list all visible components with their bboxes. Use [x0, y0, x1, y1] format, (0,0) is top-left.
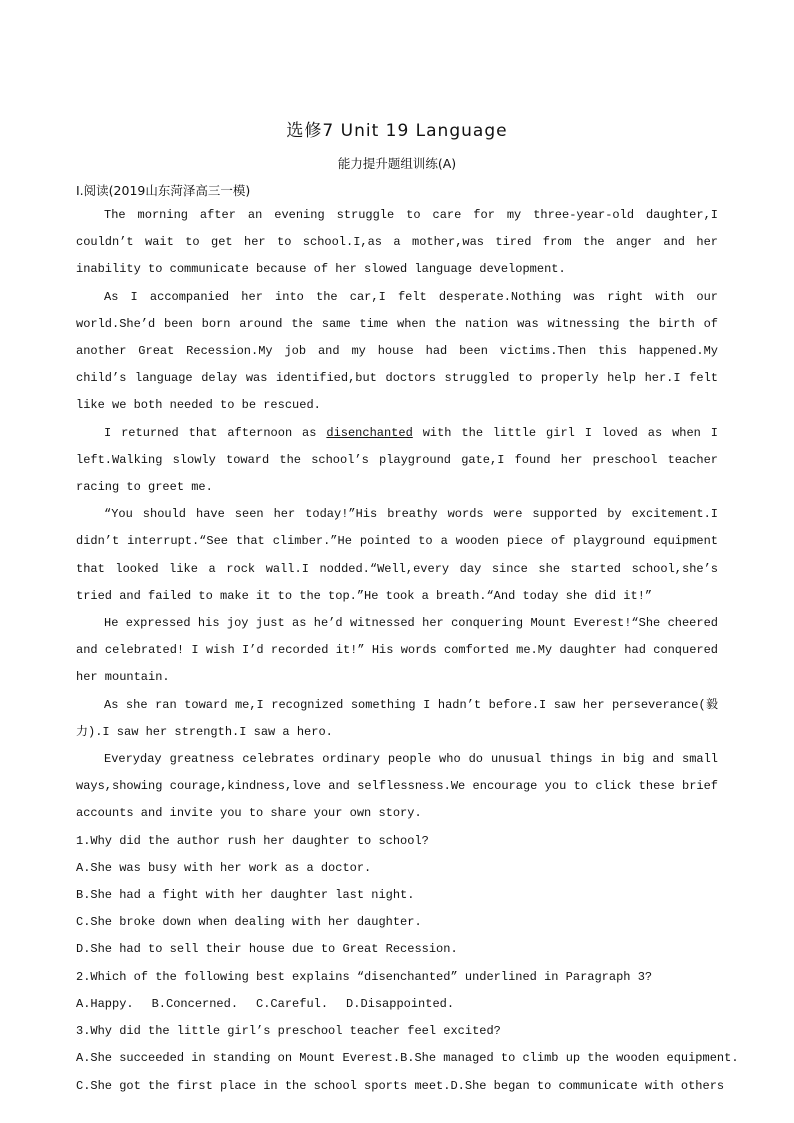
question-3-option-d: D.She began to communicate with others — [450, 1078, 725, 1093]
section-heading: Ⅰ.阅读(2019山东菏泽高三一模) — [76, 183, 251, 198]
question-2-stem: 2.Which of the following best explains “disenchanted” underlined in Paragraph 3? — [76, 969, 653, 984]
question-2-option-c: C.Careful. — [256, 996, 329, 1011]
question-1-option-d: D.She had to sell their house due to Great Recession. — [76, 942, 458, 957]
question-2-option-a: A.Happy. — [76, 996, 134, 1011]
question-3-stem: 3.Why did the little girl’s preschool teacher feel excited? — [76, 1024, 501, 1039]
page-title: 选修7 Unit 19 Language — [286, 121, 508, 141]
question-1-option-c: C.She broke down when dealing with her daughter. — [76, 915, 422, 930]
question-3-options-row-1 — [76, 1045, 739, 1072]
reading-body — [76, 202, 739, 1100]
passage-paragraph-2: As I accompanied her into the car,I felt desperate.Nothing was right with our world.She’d been born around the same time when the nation was witnessing the birth of another Great Recession.My job and my house had been victims.Then this happened.My child’s language delay was identified,but doctors struggled to properly help her.I felt like we both needed to be rescued. — [76, 289, 718, 413]
question-2-option-b: B.Concerned. — [151, 996, 239, 1011]
page-subtitle: 能力提升题组训练(A) — [337, 156, 457, 171]
question-3-options-row-2 — [76, 1073, 725, 1100]
passage-paragraph-3 — [76, 420, 718, 502]
passage-paragraph-7: Everyday greatness celebrates ordinary people who do unusual things in big and small ways,showing courage,kindness,love and selflessness.We encourage you to click these brief accounts and invite you to share your own story. — [76, 752, 718, 821]
underlined-word-disenchanted: disenchanted — [326, 425, 413, 440]
paragraph-3-text-end: with the little girl I loved as when I left.Walking slowly toward the school’s playground gate,I found her preschool teacher racing to greet me. — [76, 425, 718, 495]
question-1-option-b: B.She had a fight with her daughter last night. — [76, 888, 415, 903]
passage-paragraph-1: The morning after an evening struggle to care for my three-year-old daughter,I couldn’t wait to get her to school.I,as a mother,was tired from the anger and her inability to communicate because of her slowed language development. — [76, 208, 718, 277]
question-3-option-b: B.She managed to climb up the wooden equipment. — [400, 1051, 739, 1066]
passage-paragraph-6: As she ran toward me,I recognized something I hadn’t before.I saw her perseverance(毅力).I saw her strength.I saw a hero. — [76, 697, 718, 739]
question-1-option-a: A.She was busy with her work as a doctor. — [76, 860, 372, 875]
paragraph-3-text-start: I returned that afternoon as — [104, 425, 327, 440]
passage-paragraph-5: He expressed his joy just as he’d witnessed her conquering Mount Everest!“She cheered and celebrated! I wish I’d recorded it!” His words comforted me.My daughter had conquered her mountain. — [76, 616, 718, 685]
question-3-option-c: C.She got the first place in the school sports meet. — [76, 1078, 451, 1093]
question-3-option-a: A.She succeeded in standing on Mount Everest. — [76, 1051, 401, 1066]
passage-paragraph-4: “You should have seen her today!”His breathy words were supported by excitement.I didn’t interrupt.“See that climber.”He pointed to a wooden piece of playground equipment that looked like a rock wall.I nodded.“Well,every day since she started school,she’s tried and failed to make it to the top.”He took a breath.“And today she did it!” — [76, 507, 718, 603]
question-2-options — [76, 991, 718, 1018]
question-2-option-d: D.Disappointed. — [346, 996, 455, 1011]
question-1-stem: 1.Why did the author rush her daughter to school? — [76, 833, 429, 848]
